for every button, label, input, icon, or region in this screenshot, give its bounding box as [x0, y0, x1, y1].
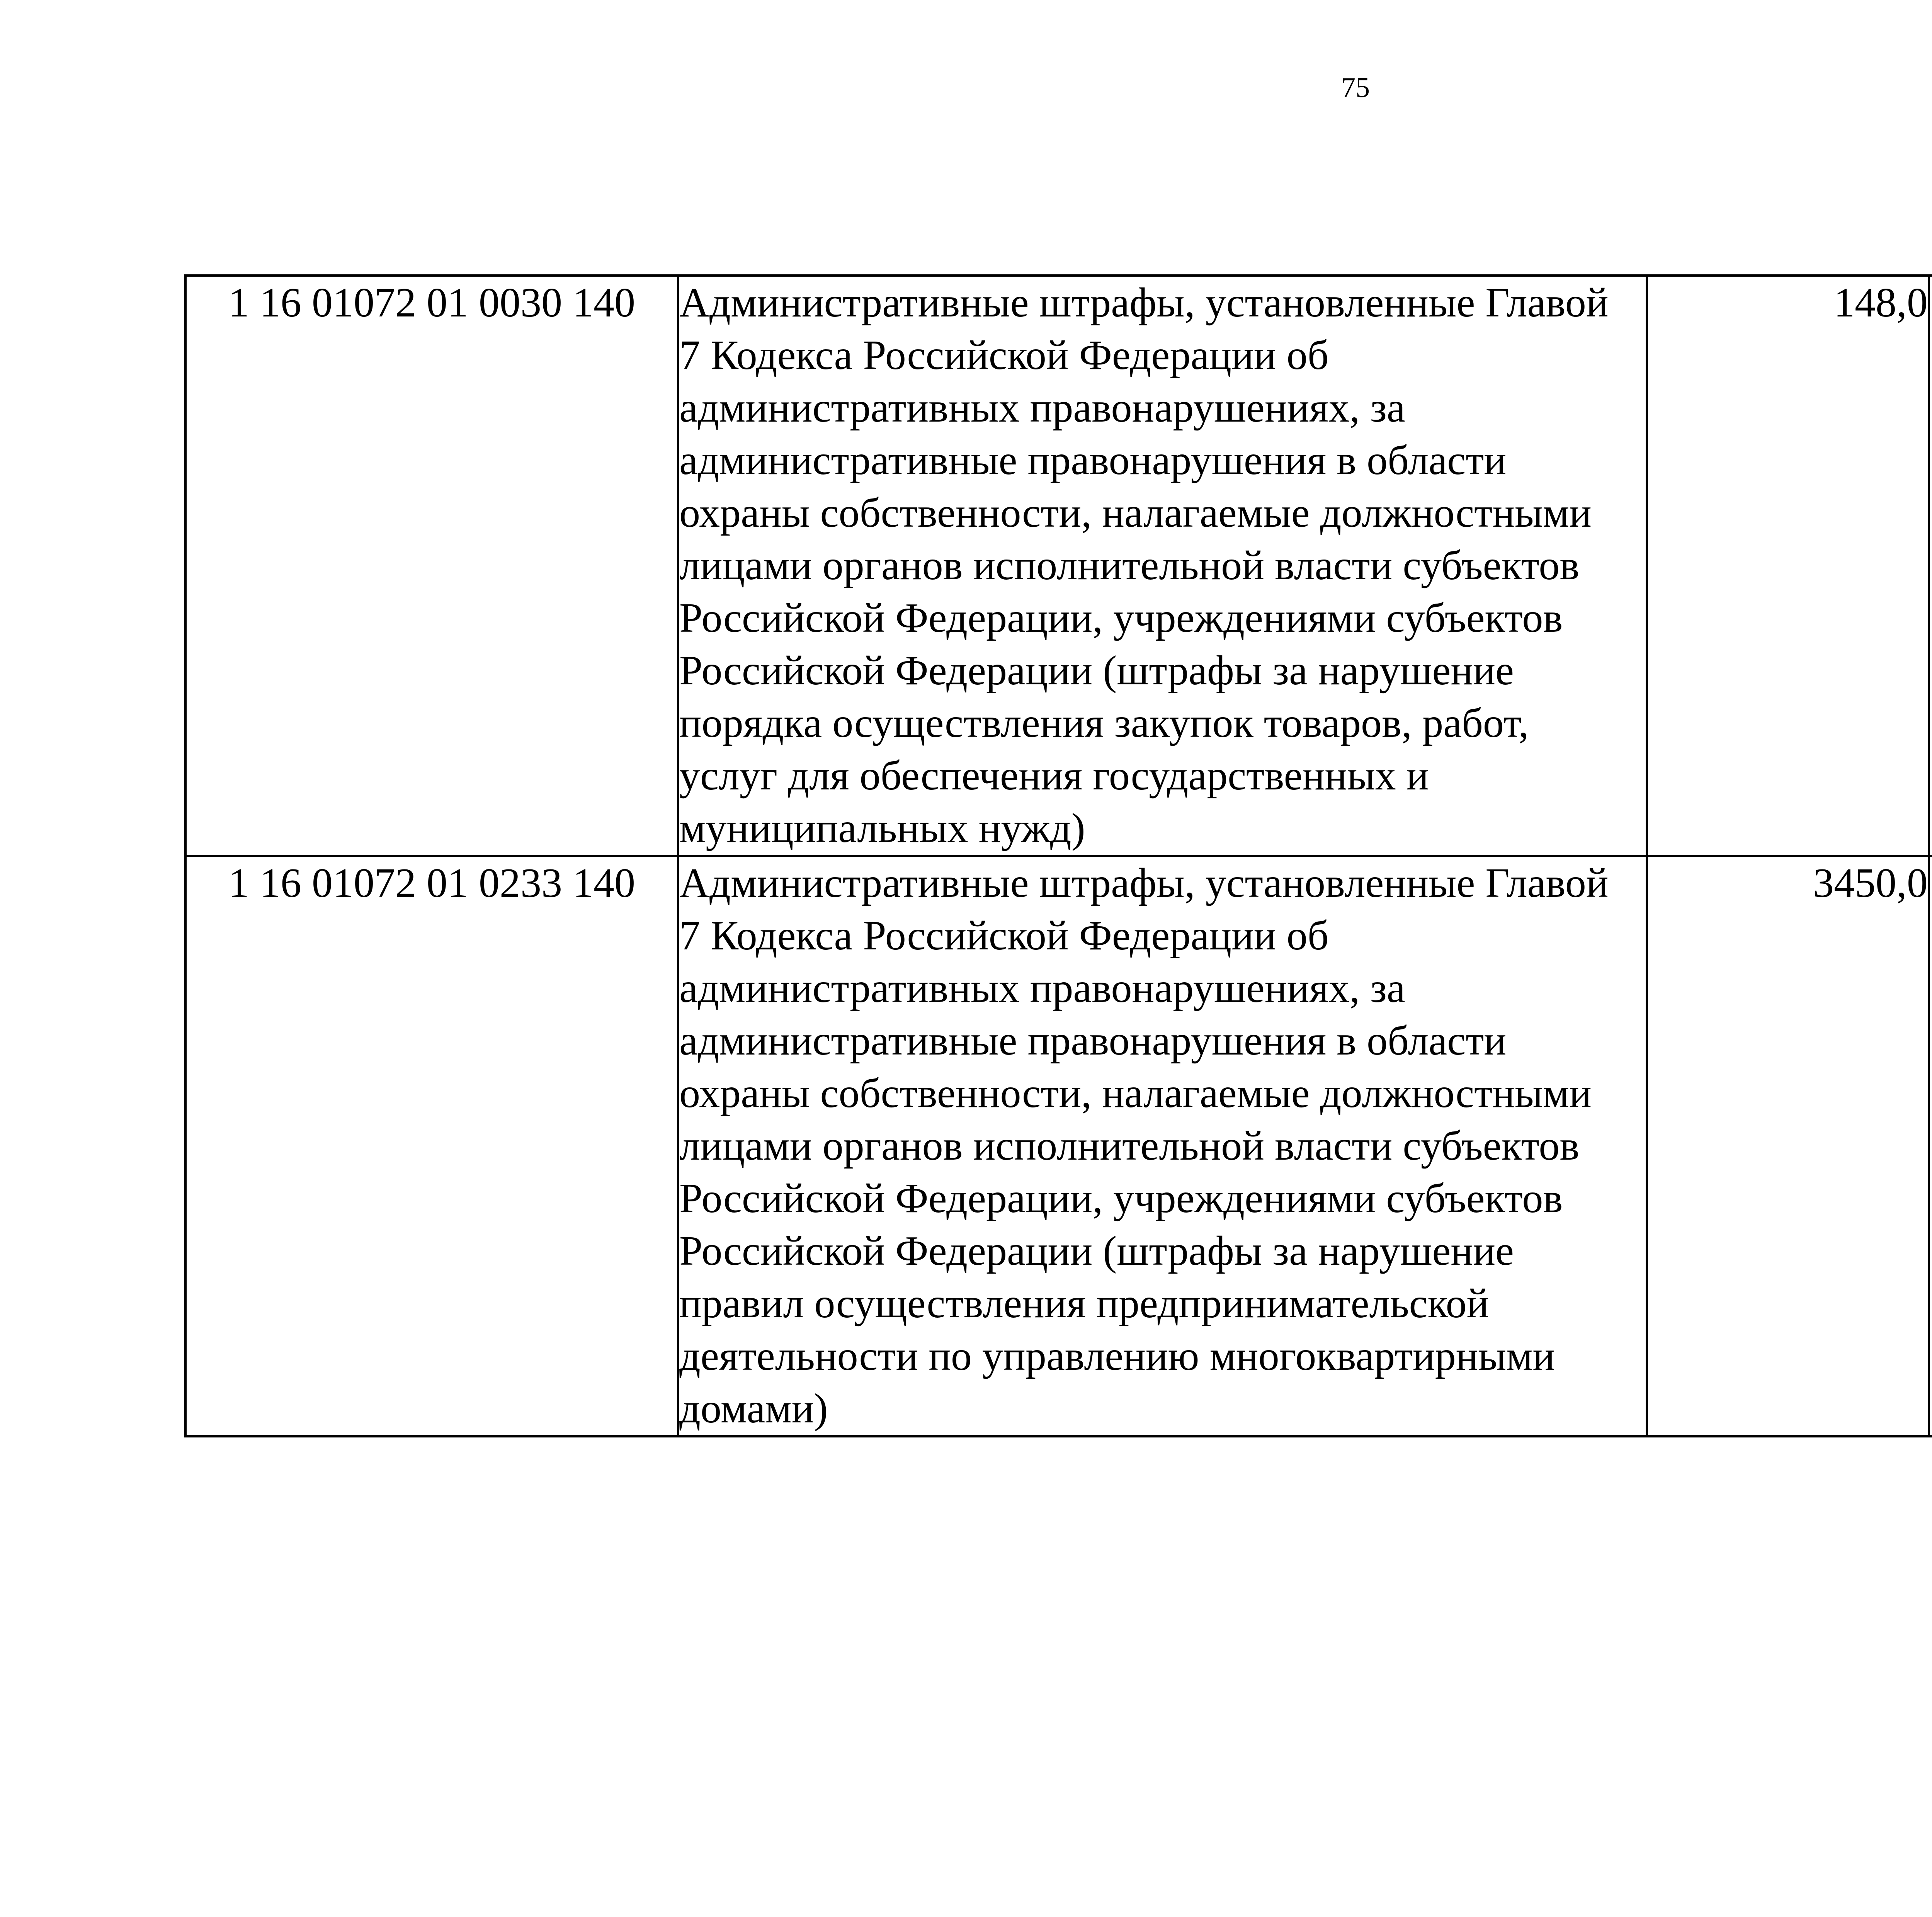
description-line: административных правонарушениях, за — [679, 385, 1405, 431]
description-line: Административные штрафы, установленные Главой — [679, 860, 1609, 906]
description-line: 7 Кодекса Российской Федерации об — [679, 913, 1329, 959]
amount-cell — [1929, 856, 1932, 1436]
description-line: Российской Федерации, учреждениями субъектов — [679, 1175, 1563, 1221]
description-line: Административные штрафы, установленные Главой — [679, 280, 1609, 326]
amount-cell: 3450,0 — [1647, 856, 1929, 1436]
description-line: административные правонарушения в области — [679, 437, 1507, 483]
description-line: деятельности по управлению многоквартирными — [679, 1333, 1555, 1379]
budget-code-cell: 1 16 01072 01 0030 140 — [185, 276, 678, 856]
description-line: правил осуществления предпринимательской — [679, 1281, 1489, 1327]
description-cell — [678, 856, 1647, 1436]
table-row — [185, 856, 1932, 1436]
description-line: охраны собственности, налагаемые должностными — [679, 490, 1592, 536]
description-line: порядка осуществления закупок товаров, работ, — [679, 700, 1529, 746]
description-line: административных правонарушениях, за — [679, 965, 1405, 1011]
description-line: лицами органов исполнительной власти субъектов — [679, 543, 1580, 589]
description-line: Российской Федерации, учреждениями субъектов — [679, 595, 1563, 641]
description-line: охраны собственности, налагаемые должностными — [679, 1070, 1592, 1116]
description-line: услуг для обеспечения государственных и — [679, 753, 1429, 799]
description-line: административные правонарушения в области — [679, 1018, 1507, 1064]
amount-cell: 148,0 — [1647, 276, 1929, 856]
amount-cell — [1929, 276, 1932, 856]
description-line: муниципальных нужд) — [679, 805, 1085, 851]
budget-code-cell: 1 16 01072 01 0233 140 — [185, 856, 678, 1436]
description-line: лицами органов исполнительной власти субъектов — [679, 1123, 1580, 1169]
description-line: Российской Федерации (штрафы за нарушение — [679, 1228, 1514, 1274]
table-row — [185, 276, 1932, 856]
description-line: домами) — [679, 1386, 828, 1432]
description-cell — [678, 276, 1647, 856]
description-line: 7 Кодекса Российской Федерации об — [679, 332, 1329, 378]
budget-table — [184, 274, 1932, 1437]
page-number: 75 — [1341, 72, 1370, 104]
description-line: Российской Федерации (штрафы за нарушение — [679, 648, 1514, 694]
